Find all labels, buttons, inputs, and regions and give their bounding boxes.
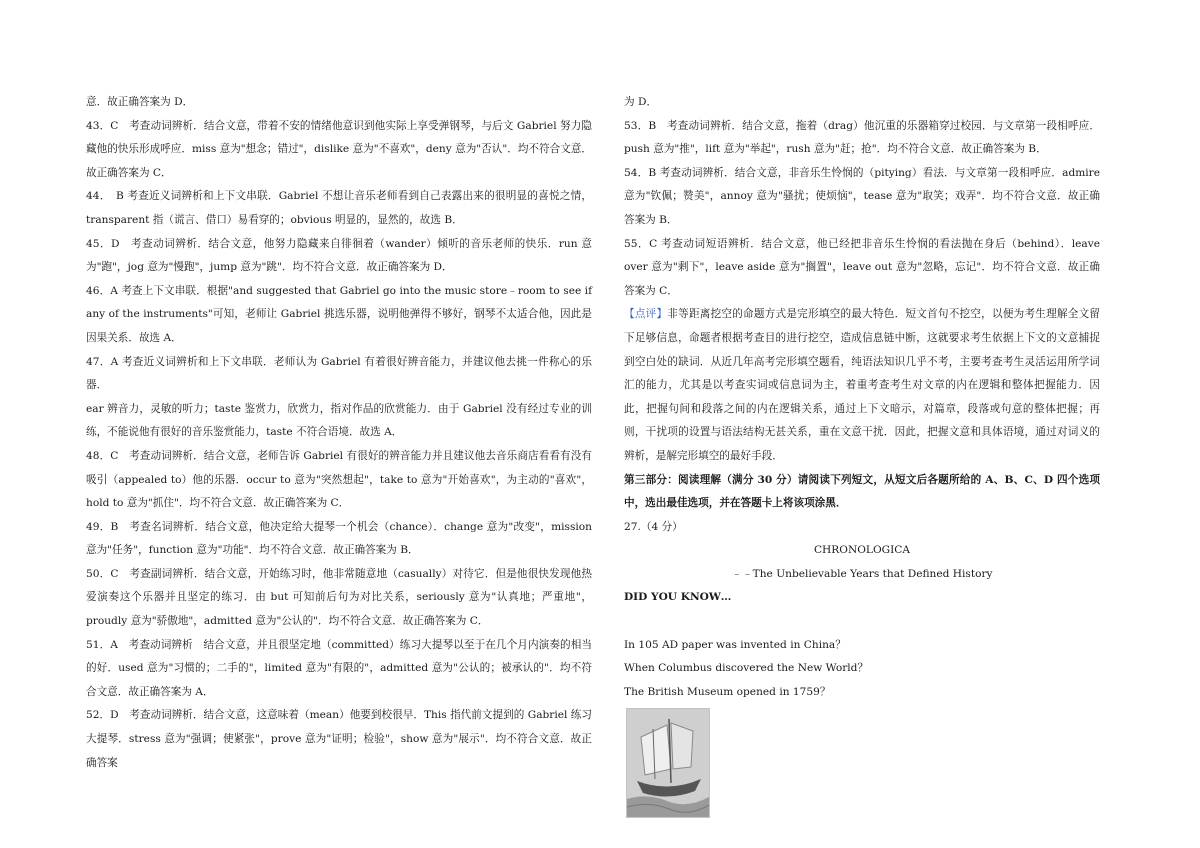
answer-paragraph: 52．D 考查动词辨析．结合文意，这意味着（mean）他要到校很早．This 指代前文提到的 Gabriel 练习大提琴．stress 意为"强调；使紧张"，prove 意为"证明；检验"，show 意为"展示"．均不符合文意．故正确答案 <box>86 709 592 769</box>
answer-paragraph: 48．C 考查动词辨析．结合文意，老师告诉 Gabriel 有很好的辨音能力并且建议他去音乐商店看看有没有吸引（appealed to）他的乐器．occur to 意为"突然想起"，take to 意为"开始喜欢"，为主动的"喜欢"，hold to 意为"抓住"．均不符合文意．故正确答案为 C． <box>86 449 592 510</box>
answer-paragraph: 46．A 考查上下文串联．根据"and suggested that Gabriel go into the music store﹣room to see if any of the instruments"可知，老师让 Gabriel 挑选乐器，说明他弹得不够好，钢琴不太适合他，因此是因果关系．故选 A． <box>86 284 592 344</box>
left-column <box>86 91 592 775</box>
article-subtitle: ﹣﹣The Unbelievable Years that Defined History <box>731 567 993 580</box>
answer-paragraph: 54．B 考查动词辨析．结合文意，非音乐生怜悯的（pitying）看法．与文章第一段相呼应．admire 意为"钦佩；赞美"，annoy 意为"骚扰；使烦恼"，tease 意为"取笑；戏弄"．均不符合文意．故正确答案为 B． <box>624 166 1100 226</box>
answer-paragraph: 为 D． <box>624 96 658 108</box>
answer-paragraph: 49．B 考查名词辨析．结合文意，他决定给大提琴一个机会（chance）．change 意为"改变"，mission 意为"任务"，function 意为"功能"．均不符合文意．故正确答案为 B． <box>86 520 592 557</box>
comment-paragraph <box>624 303 1100 468</box>
answer-paragraph: 55．C 考查动词短语辨析．结合文意，他已经把非音乐生怜悯的看法抛在身后（behind）．leave over 意为"剩下"，leave aside 意为"搁置"，leave out 意为"忽略，忘记"．均不符合文意．故正确答案为 C． <box>624 237 1100 297</box>
answer-paragraph: 44． B 考查近义词辨析和上下文串联．Gabriel 不想让音乐老师看到自己表露出来的很明显的喜悦之情，transparent 指（谎言、借口）易看穿的；obvious 明显的，显然的，故选 B． <box>86 190 592 226</box>
fact-item: In 105 AD paper was invented in China？ <box>624 638 846 651</box>
answer-paragraph: 45．D 考查动词辨析．结合文意，他努力隐藏来自徘徊着（wander）倾听的音乐老师的快乐．run 意为"跑"，jog 意为"慢跑"，jump 意为"跳"．均不符合文意．故正确答案为 D． <box>86 237 592 274</box>
ship-illustration <box>627 709 709 817</box>
answer-paragraph: ear 辨音力，灵敏的听力；taste 鉴赏力，欣赏力，指对作品的欣赏能力．由于 Gabriel 没有经过专业的训练，不能说他有很好的音乐鉴赏能力，taste 不符合语境．故选 A． <box>86 402 592 439</box>
answer-paragraph: 意．故正确答案为 D． <box>86 96 194 108</box>
answer-paragraph: 47．A 考查近义词辨析和上下文串联．老师认为 Gabriel 有着很好辨音能力，并建议他去挑一件称心的乐器． <box>86 355 592 392</box>
spacer <box>624 610 1100 634</box>
comment-text: 非等距离挖空的命题方式是完形填空的最大特色．短文首句不挖空，以便为考生理解全文留下足够信息，命题者根据考查目的进行挖空，造成信息链中断，这就要求考生依据上下文的文意捕捉到空白处的缺词．从近几年高考完形填空题看，纯语法知识几乎不考，主要考查考生灵活运用所学词汇的能力，尤其是以考查实词或信息词为主，着重考查考生对文章的内在逻辑和整体把握能力．因此，把握句间和段落之间的内在逻辑关系，通过上下文暗示，对篇章，段落或句意的整体把握；再则，干扰项的设置与语法结构无甚关系，重在文意干扰．因此，把握文意和具体语境，通过对词义的辨析，是解完形填空的最好手段． <box>624 308 1100 462</box>
section-header: 第三部分：阅读理解（满分 30 分）请阅读下列短文，从短文后各题所给的 A、B、C、D 四个选项中，选出最佳选项，并在答题卡上将该项涂黑． <box>624 473 1100 510</box>
question-number: 27.（4 分） <box>624 520 683 533</box>
answer-paragraph: 43．C 考查动词辨析．结合文意，带着不安的情绪他意识到他实际上享受弹钢琴，与后文 Gabriel 努力隐藏他的快乐形成呼应．miss 意为"想念；错过"，dislike 意为"不喜欢"，deny 意为"否认"．均不符合文意．故正确答案为 C． <box>86 119 592 179</box>
did-you-know-heading: DID YOU KNOW… <box>624 591 732 604</box>
sailing-ship-icon <box>626 708 710 818</box>
fact-item: The British Museum opened in 1759？ <box>624 685 831 698</box>
right-column <box>624 91 1100 818</box>
answer-paragraph: 51．A 考查动词辨析 结合文意，并且很坚定地（committed）练习大提琴以至于在几个月内演奏的相当的好．used 意为"习惯的；二手的"，limited 意为"有限的"，admitted 意为"公认的；被承认的"．均不符合文意．故正确答案为 A． <box>86 638 592 698</box>
answer-paragraph: 53．B 考查动词辨析．结合文意，拖着（drag）他沉重的乐器箱穿过校园．与文章第一段相呼应．push 意为"推"，lift 意为"举起"，rush 意为"赶；抢"．均不符合文意．故正确答案为 B． <box>624 119 1100 156</box>
fact-item: When Columbus discovered the New World？ <box>624 662 869 675</box>
comment-tag: 【点评】 <box>624 308 668 321</box>
answer-paragraph: 50．C 考查副词辨析．结合文意，开始练习时，他非常随意地（casually）对待它．但是他很快发现他热爱演奏这个乐器并且坚定的练习．由 but 可知前后句为对比关系，seriously 意为"认真地；严重地"，proudly 意为"骄傲地"，admitted 意为"公认的"．均不符合文意．故正确答案为 C． <box>86 567 592 628</box>
article-title: CHRONOLOGICA <box>813 544 911 557</box>
